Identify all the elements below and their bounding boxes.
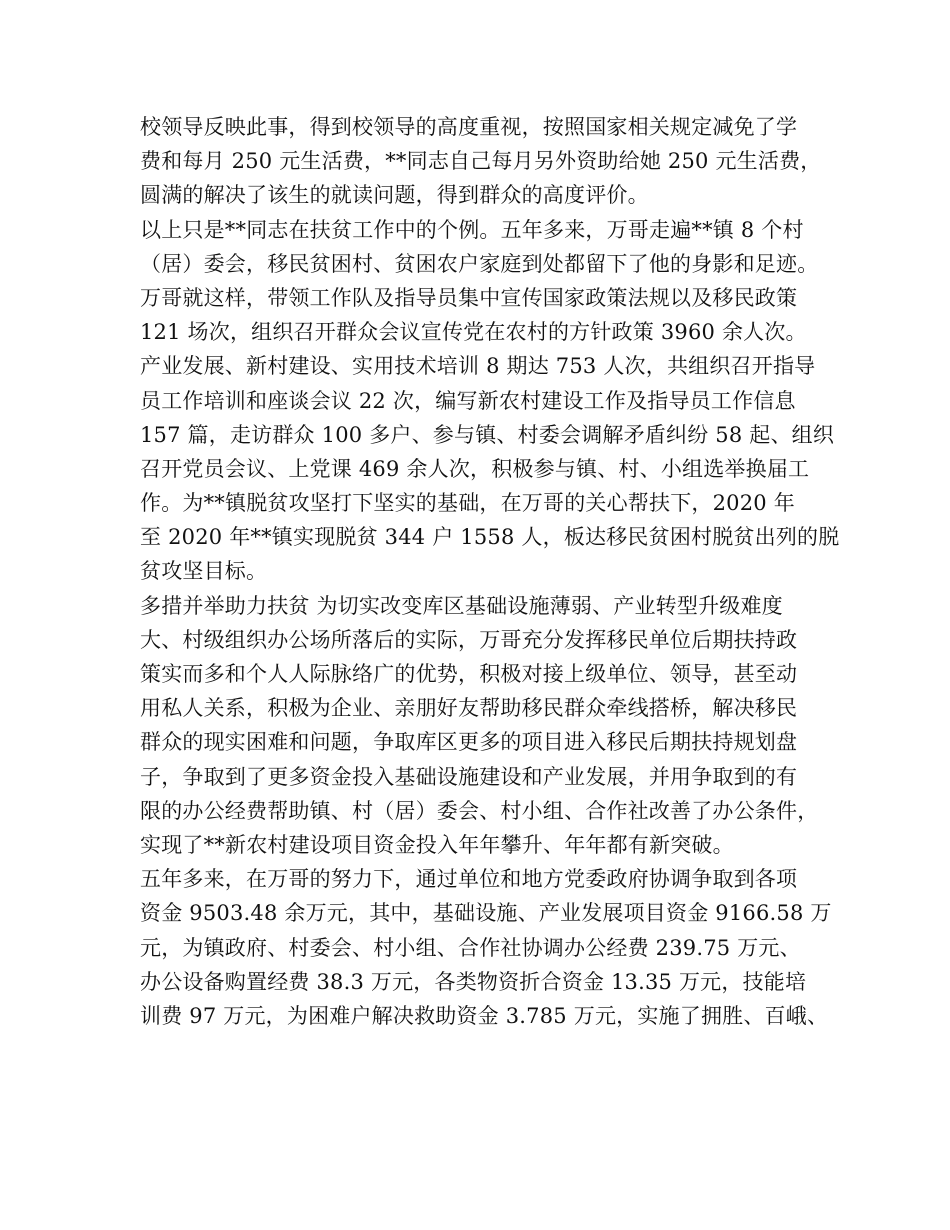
- text-line: 圆满的解决了该生的就读问题，得到群众的高度评价。: [140, 183, 649, 208]
- text-line: 校领导反映此事，得到校领导的高度重视，按照国家相关规定减免了学: [140, 115, 798, 139]
- text-line: 作。为**镇脱贫攻坚打下坚实的基础，在万哥的关心帮扶下，2020 年: [140, 491, 795, 516]
- text-line: 大、村级组织办公场所落后的实际，万哥充分发挥移民单位后期扶持政: [140, 627, 798, 652]
- text-line: 多措并举助力扶贫 为切实改变库区基础设施薄弱、产业转型升级难度: [140, 593, 783, 618]
- text-line: 子，争取到了更多资金投入基础设施建设和产业发展，并用争取到的有: [140, 764, 798, 789]
- text-line: 办公设备购置经费 38.3 万元，各类物资折合资金 13.35 万元，技能培: [140, 969, 807, 994]
- text-line: 以上只是**同志在扶贫工作中的个例。五年多来，万哥走遍**镇 8 个村: [140, 217, 804, 242]
- text-line: 产业发展、新村建设、实用技术培训 8 期达 753 人次，共组织召开指导: [140, 354, 816, 379]
- text-line: 实现了**新农村建设项目资金投入年年攀升、年年都有新突破。: [140, 832, 734, 857]
- text-line: 训费 97 万元，为困难户解决救助资金 3.785 万元，实施了拥胜、百峨、: [140, 1003, 829, 1028]
- text-line: 用私人关系，积极为企业、亲朋好友帮助移民群众牵线搭桥，解决移民: [140, 696, 798, 721]
- text-line: 策实而多和个人人际脉络广的优势，积极对接上级单位、领导，甚至动: [140, 662, 798, 686]
- document-body: [140, 110, 840, 1033]
- text-line: 五年多来，在万哥的努力下，通过单位和地方党委政府协调争取到各项: [140, 867, 798, 892]
- text-line: （居）委会，移民贫困村、贫困农户家庭到处都留下了他的身影和足迹。: [140, 251, 819, 276]
- text-line: 限的办公经费帮助镇、村（居）委会、村小组、合作社改善了办公条件，: [140, 798, 819, 823]
- text-line: 元，为镇政府、村委会、村小组、合作社协调办公经费 239.75 万元、: [140, 935, 801, 960]
- text-line: 157 篇，走访群众 100 多户、参与镇、村委会调解矛盾纠纷 58 起、组织: [140, 422, 835, 447]
- text-line: 121 场次，组织召开群众会议宣传党在农村的方针政策 3960 余人次。: [140, 320, 807, 345]
- text-line: 费和每月 250 元生活费，**同志自己每月另外资助给她 250 元生活费，: [140, 149, 822, 174]
- text-line: 万哥就这样，带领工作队及指导员集中宣传国家政策法规以及移民政策: [140, 285, 798, 310]
- text-line: 贫攻坚目标。: [140, 559, 268, 584]
- text-line: 资金 9503.48 余万元，其中，基础设施、产业发展项目资金 9166.58 万: [140, 901, 832, 926]
- text-line: 至 2020 年**镇实现脱贫 344 户 1558 人，板达移民贫困村脱贫出列的脱: [140, 525, 840, 550]
- text-line: 群众的现实困难和问题，争取库区更多的项目进入移民后期扶持规划盘: [140, 730, 798, 755]
- text-line: 召开党员会议、上党课 469 余人次，积极参与镇、村、小组选举换届工: [140, 456, 810, 481]
- text-line: 员工作培训和座谈会议 22 次，编写新农村建设工作及指导员工作信息: [140, 388, 796, 413]
